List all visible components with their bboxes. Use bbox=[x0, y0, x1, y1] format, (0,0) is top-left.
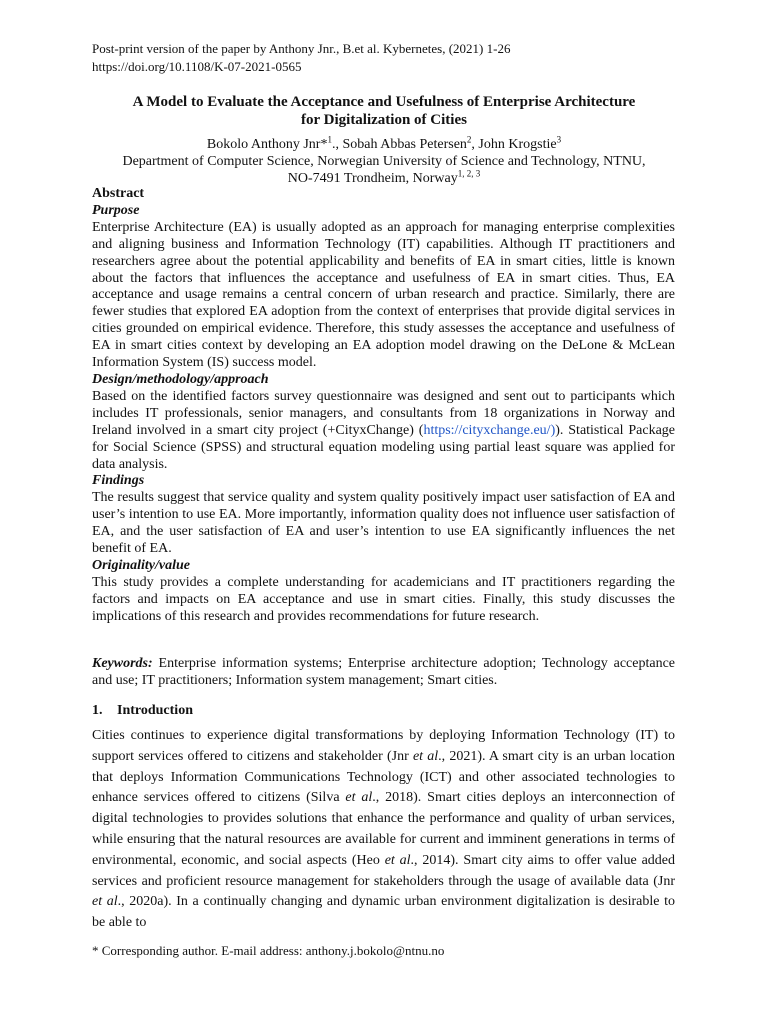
design-paragraph: Based on the identified factors survey questionnaire was designed and sent out to participants which includes IT professionals, senior managers, and consultants from 18 organizations in Norway and Ireland involved in a smart city project (+CityxChange) (https://cityxchange.eu/)). Statistical Package for Social Science (SPSS) and structural equation modeling using partial least square was applied for data analysis. bbox=[92, 388, 675, 472]
title-line-1: A Model to Evaluate the Acceptance and Usefulness of Enterprise Architecture bbox=[132, 94, 636, 110]
doi-line: https://doi.org/10.1108/K-07-2021-0565 bbox=[92, 59, 302, 74]
author-1: Bokolo Anthony Jnr* bbox=[206, 137, 328, 152]
keywords bbox=[92, 656, 675, 690]
abstract-section bbox=[92, 186, 675, 626]
affiliation-line-2: NO-7491 Trondheim, Norway$^{1, 2, 3}$ bbox=[287, 168, 481, 186]
purpose-heading: Purpose bbox=[92, 202, 140, 218]
title-line-2: for Digitalization of Cities bbox=[301, 112, 467, 128]
postprint-header bbox=[92, 40, 510, 76]
author-separator: , bbox=[471, 137, 479, 152]
paper-title bbox=[0, 93, 768, 129]
affiliation-line-1: Department of Computer Science, Norwegian University of Science and Technology, NTNU, bbox=[122, 154, 646, 169]
findings-paragraph: The results suggest that service quality and system quality positively impact user satisfaction of EA and user’s intention to use EA. More importantly, information quality does not influence user satisfaction of EA, and the user satisfaction of EA and user’s intention to use EA significantly influences the net benefit of EA. bbox=[92, 490, 675, 557]
keywords-text: Enterprise information systems; Enterprise architecture adoption; Technology acceptance and use; IT practitioners; Information system management; Smart cities. bbox=[92, 656, 676, 688]
footnote: * Corresponding author. E-mail address: anthony.j.bokolo@ntnu.no bbox=[92, 943, 445, 958]
section-number: 1. bbox=[92, 703, 103, 718]
affiliation-numbers: 1, 2, 3 bbox=[457, 168, 481, 179]
abstract-heading: Abstract bbox=[92, 186, 145, 201]
originality-heading: Originality/value bbox=[92, 557, 190, 573]
author-2: Sobah Abbas Petersen bbox=[342, 137, 467, 152]
section-title: Introduction bbox=[117, 703, 193, 718]
introduction-heading bbox=[92, 702, 193, 720]
affiliation bbox=[0, 153, 768, 187]
author-3: John Krogstie bbox=[478, 137, 557, 152]
author-1-affil: 1 bbox=[327, 134, 332, 145]
author-2-affil: 2 bbox=[466, 134, 472, 145]
introduction-paragraph: Cities continues to experience digital transformations by deploying Information Technology (IT) to support services offered to citizens and stakeholder (Jnr et al., 2021). A smart city is an urban location that deploys Information Communications Technology (ICT) and other associated technologies to enhance services offered to citizens (Silva et al., 2018). Smart cities deploys an interconnection of digital technologies to provides solutions that enhance the performance and quality of urban services, while ensuring that the natural resources are available for current and imminent generations in terms of environmental, economic, and social aspects (Heo et al., 2014). Smart city aims to offer value added services and proficient resource management for stakeholders through the usage of available data (Jnr et al., 2020a). In a continually changing and dynamic urban environment digitalization is desirable to be able to bbox=[92, 728, 676, 931]
originality-paragraph: This study provides a complete understanding for academicians and IT practitioners regarding the factors and impacts on EA acceptance and use in smart cities. Finally, this study discusses the implications of this research and provides recommendations for future research. bbox=[92, 574, 675, 624]
author-list bbox=[0, 136, 768, 153]
keywords-label: Keywords: bbox=[92, 656, 153, 671]
author-3-affil: 3 bbox=[556, 134, 562, 145]
postprint-citation: Post-print version of the paper by Anthony Jnr., B.et al. Kybernetes, (2021) 1-26 bbox=[92, 41, 511, 56]
findings-heading: Findings bbox=[92, 473, 145, 489]
design-heading: Design/methodology/approach bbox=[92, 371, 269, 387]
author-separator: ., bbox=[331, 137, 343, 152]
purpose-paragraph: Enterprise Architecture (EA) is usually adopted as an approach for managing enterprise complexities and aligning business and Information Technology (IT) capabilities. Although IT practitioners and researchers agree about the potential applicability and benefits of EA in smart cities, little is known about the factors that influences the acceptance and usefulness of EA in smart cities. Thus, EA acceptance and usage remains a central concern of urban research and practice. Similarly, there are fewer studies that explored EA adoption from the context of enterprises that provide digital services in cities grounded on empirical evidence. Therefore, this study assesses the acceptance and usefulness of EA in smart cities context by developing an EA adoption model drawing on the DeLone & McLean Information System (IS) success model. bbox=[92, 219, 675, 371]
cityxchange-link[interactable]: https://cityxchange.eu/) bbox=[423, 422, 556, 438]
